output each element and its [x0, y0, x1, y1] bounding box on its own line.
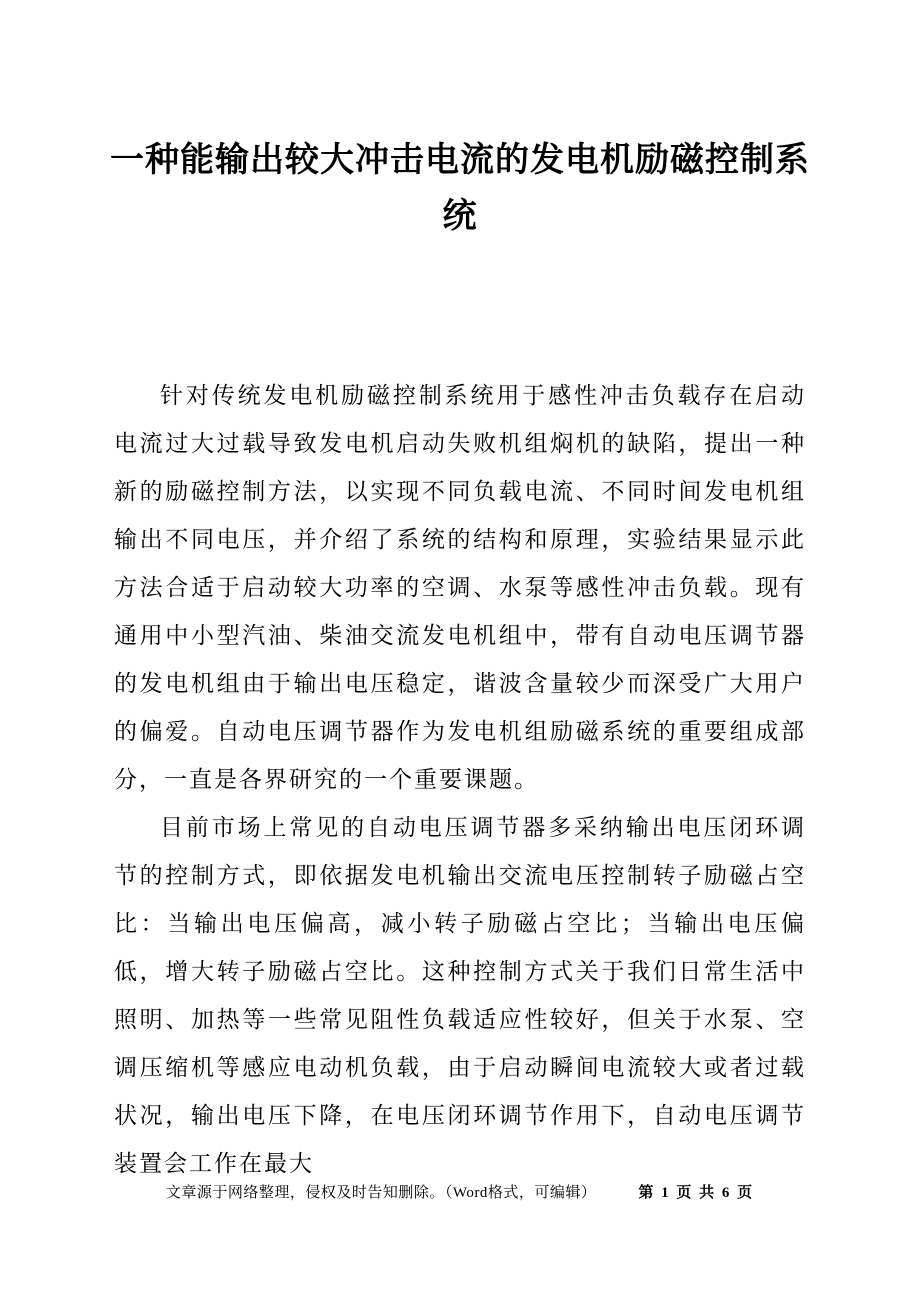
paragraph: 针对传统发电机励磁控制系统用于感性冲击负载存在启动电流过大过载导致发电机启动失败机组焖机的缺陷，提出一种新的励磁控制方法，以实现不同负载电流、不同时间发电机组输出不同电压，并介绍了系统的结构和原理，实验结果显示此方法合适于启动较大功率的空调、水泵等感性冲击负载。现有通用中小型汽油、柴油交流发电机组中，带有自动电压调节器的发电机组由于输出电压稳定，谐波含量较少而深受广大用户的偏爱。自动电压调节器作为发电机组励磁系统的重要组成部分，一直是各界研究的一个重要课题。: [114, 383, 806, 792]
page-footer: [0, 1182, 920, 1204]
footer-note: 文章源于网络整理，侵权及时告知删除。（Word格式，可编辑）: [165, 1185, 597, 1201]
paragraph: 目前市场上常见的自动电压调节器多采纳输出电压闭环调节的控制方式，即依据发电机输出交流电压控制转子励磁占空比：当输出电压偏高，减小转子励磁占空比；当输出电压偏低，增大转子励磁占空比。这种控制方式关于我们日常生活中照明、加热等一些常见阻性负载适应性较好，但关于水泵、空调压缩机等感应电动机负载，由于启动瞬间电流较大或者过载状况，输出电压下降，在电压闭环调节作用下，自动电压调节装置会工作在最大: [114, 815, 806, 1176]
document-title: 一种能输出较大冲击电流的发电机励磁控制系统: [110, 142, 810, 235]
document-body: [114, 372, 806, 1188]
page-indicator: 第 1 页 共 6 页: [638, 1185, 755, 1201]
